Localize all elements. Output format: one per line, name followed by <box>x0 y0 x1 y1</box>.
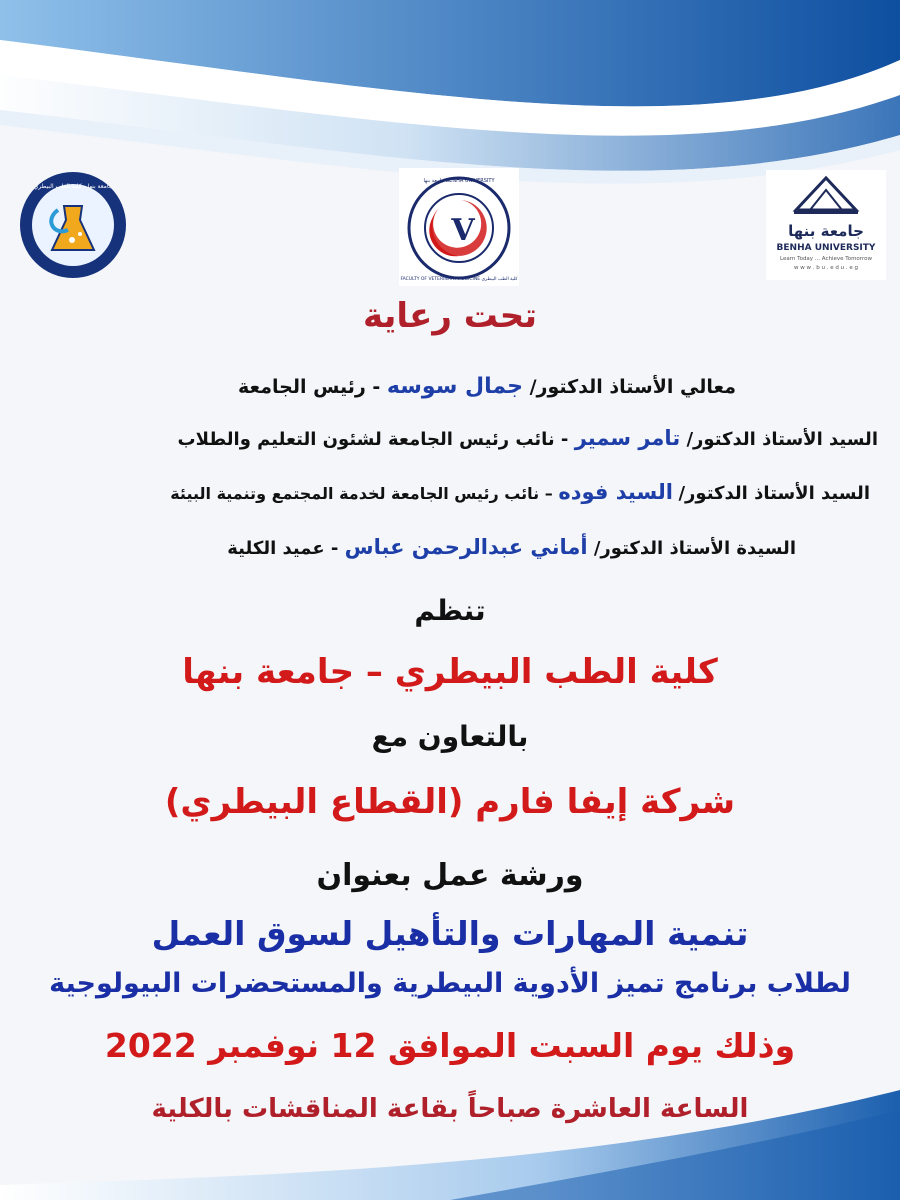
patron-name: السيد فوده <box>558 480 673 504</box>
patron-name: تامر سمير <box>574 426 681 450</box>
date-line: وذلك يوم السبت الموافق 12 نوفمبر 2022 <box>104 1026 796 1065</box>
benha-university-logo <box>766 170 886 280</box>
patron-role: - نائب رئيس الجامعة لشئون التعليم والطلاب <box>177 429 569 450</box>
patron-title: معالي الأستاذ الدكتور/ <box>529 376 736 398</box>
right-logo-url: w w w . b u . e d u . e g <box>794 265 858 271</box>
patron-name: أماني عبدالرحمن عباس <box>344 535 588 559</box>
cooperation-label: بالتعاون مع <box>371 720 529 753</box>
center-logo-top-text: جامعة بنها BENHA UNIVERSITY <box>423 178 495 184</box>
patron-line-1 <box>238 374 736 399</box>
patron-name: جمال سوسه <box>386 374 523 399</box>
patron-line-4 <box>227 535 796 559</box>
organizes-label: تنظم <box>414 594 486 627</box>
right-logo-slogan: Learn Today ... Achieve Tomorrow <box>780 256 872 262</box>
faculty-emblem-logo <box>14 170 132 280</box>
patron-title: السيدة الأستاذ الدكتور/ <box>593 538 796 559</box>
time-place-line: الساعة العاشرة صباحاً بقاعة المناقشات بالكلية <box>151 1094 749 1124</box>
workshop-intro: ورشة عمل بعنوان <box>316 858 584 893</box>
veterinary-faculty-logo <box>399 168 519 286</box>
patronage-heading: تحت رعاية <box>362 296 538 336</box>
right-logo-english: BENHA UNIVERSITY <box>776 243 876 253</box>
company-name: شركة إيفا فارم (القطاع البيطري) <box>164 782 736 822</box>
patron-role: - رئيس الجامعة <box>238 376 381 398</box>
patron-role: - عميد الكلية <box>227 538 339 559</box>
faculty-name: كلية الطب البيطري – جامعة بنها <box>182 652 718 692</box>
right-logo-arabic: جامعة بنها <box>788 222 864 240</box>
patron-line-2 <box>177 426 878 450</box>
patron-title: السيد الأستاذ الدكتور/ <box>686 429 878 450</box>
workshop-title: تنمية المهارات والتأهيل لسوق العمل <box>151 914 749 953</box>
patron-line-3 <box>170 480 870 504</box>
patron-title: السيد الأستاذ الدكتور/ <box>678 483 870 504</box>
center-logo-letter: V <box>451 213 475 248</box>
center-logo-bottom-text: FACULTY OF VETERINARY MEDICINE كلية الطب البيطري <box>400 277 518 282</box>
patron-role: – نائب رئيس الجامعة لخدمة المجتمع وتنمية البيئة <box>170 484 553 503</box>
left-logo-text: جامعة بنها - كلية الطب البيطري <box>33 183 113 190</box>
audience-line: لطلاب برنامج تميز الأدوية البيطرية والمستحضرات البيولوجية <box>49 968 851 999</box>
